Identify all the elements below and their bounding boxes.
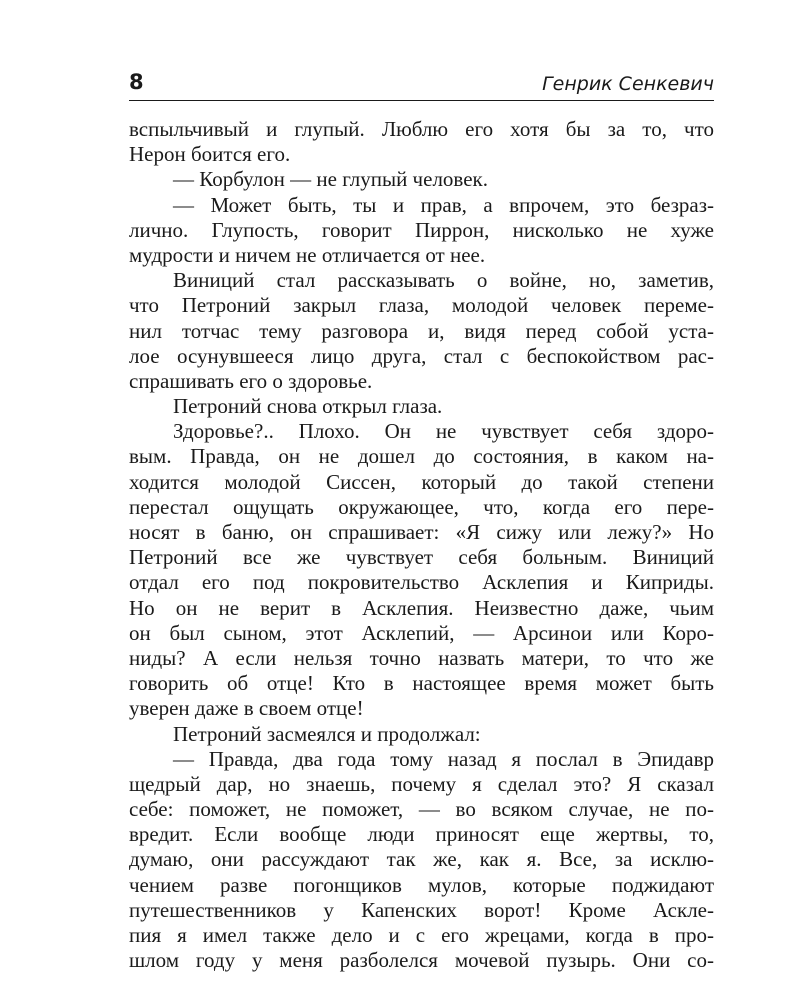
text-line: Здоровье?.. Плохо. Он не чувствует себя здоро- <box>173 419 714 444</box>
text-line: он был сыном, этот Асклепий, — Арсинои или Коро- <box>129 620 714 645</box>
text-line: Но он не верит в Асклепия. Неизвестно даже, чьим <box>129 595 714 620</box>
text-line: — Может быть, ты и прав, а впрочем, это безраз- <box>173 192 714 217</box>
page-number: 8 <box>129 70 144 94</box>
text-line: Нерон боится его. <box>129 142 291 167</box>
text-line: спрашивать его о здоровье. <box>129 368 373 393</box>
text-line: нил тотчас тему разговора и, видя перед собой уста- <box>129 318 714 343</box>
text-line: шлом году у меня разболелся мочевой пузырь. Они со- <box>129 948 714 973</box>
text-line: Петроний все же чувствует себя больным. Виниций <box>129 545 714 570</box>
running-title: Генрик Сенкевич <box>542 73 714 95</box>
text-line: ходится молодой Сиссен, который до такой степени <box>129 469 714 494</box>
text-line: носят в баню, он спрашивает: «Я сижу или лежу?» Но <box>129 520 714 544</box>
text-line: путешественников у Капенских ворот! Кроме Аскле- <box>129 897 714 922</box>
text-line: пия я имел также дело и с его жрецами, когда в про- <box>129 923 714 947</box>
text-line: — Правда, два года тому назад я послал в Эпидавр <box>173 746 714 771</box>
text-line: лое осунувшееся лицо друга, стал с беспокойством рас- <box>129 343 714 368</box>
text-line: говорить об отце! Кто в настоящее время может быть <box>129 671 714 696</box>
text-line: ниды? А если нельзя точно назвать матери, то что же <box>129 645 714 670</box>
text-line: — Корбулон — не глупый человек. <box>173 167 488 192</box>
text-line: уверен даже в своем отце! <box>129 696 364 721</box>
text-line: себе: поможет, не поможет, — во всяком случае, не по- <box>129 797 714 822</box>
text-line: отдал его под покровительство Асклепия и Киприды. <box>129 570 714 595</box>
text-line: Петроний снова открыл глаза. <box>173 394 443 419</box>
text-line: перестал ощущать окружающее, что, когда его пере- <box>129 494 714 519</box>
text-line: щедрый дар, но знаешь, почему я сделал это? Я сказал <box>129 771 714 796</box>
text-line: Петроний засмеялся и продолжал: <box>173 721 481 746</box>
page-header <box>129 70 714 101</box>
text-line: вым. Правда, он не дошел до состояния, в каком на- <box>129 444 714 469</box>
text-line: что Петроний закрыл глаза, молодой человек переме- <box>129 293 714 318</box>
text-line: вспыльчивый и глупый. Люблю его хотя бы за то, что <box>129 117 714 141</box>
text-line: Виниций стал рассказывать о войне, но, заметив, <box>173 268 714 293</box>
text-line: мудрости и ничем не отличается от нее. <box>129 242 486 267</box>
text-line: чением разве погонщиков мулов, которые поджидают <box>129 872 714 897</box>
body-text <box>129 117 714 973</box>
text-line: лично. Глупость, говорит Пиррон, нисколько не хуже <box>129 217 714 242</box>
text-line: вредит. Если вообще люди приносят еще жертвы, то, <box>129 822 714 847</box>
text-line: думаю, они рассуждают так же, как я. Все, за исклю- <box>129 847 714 872</box>
